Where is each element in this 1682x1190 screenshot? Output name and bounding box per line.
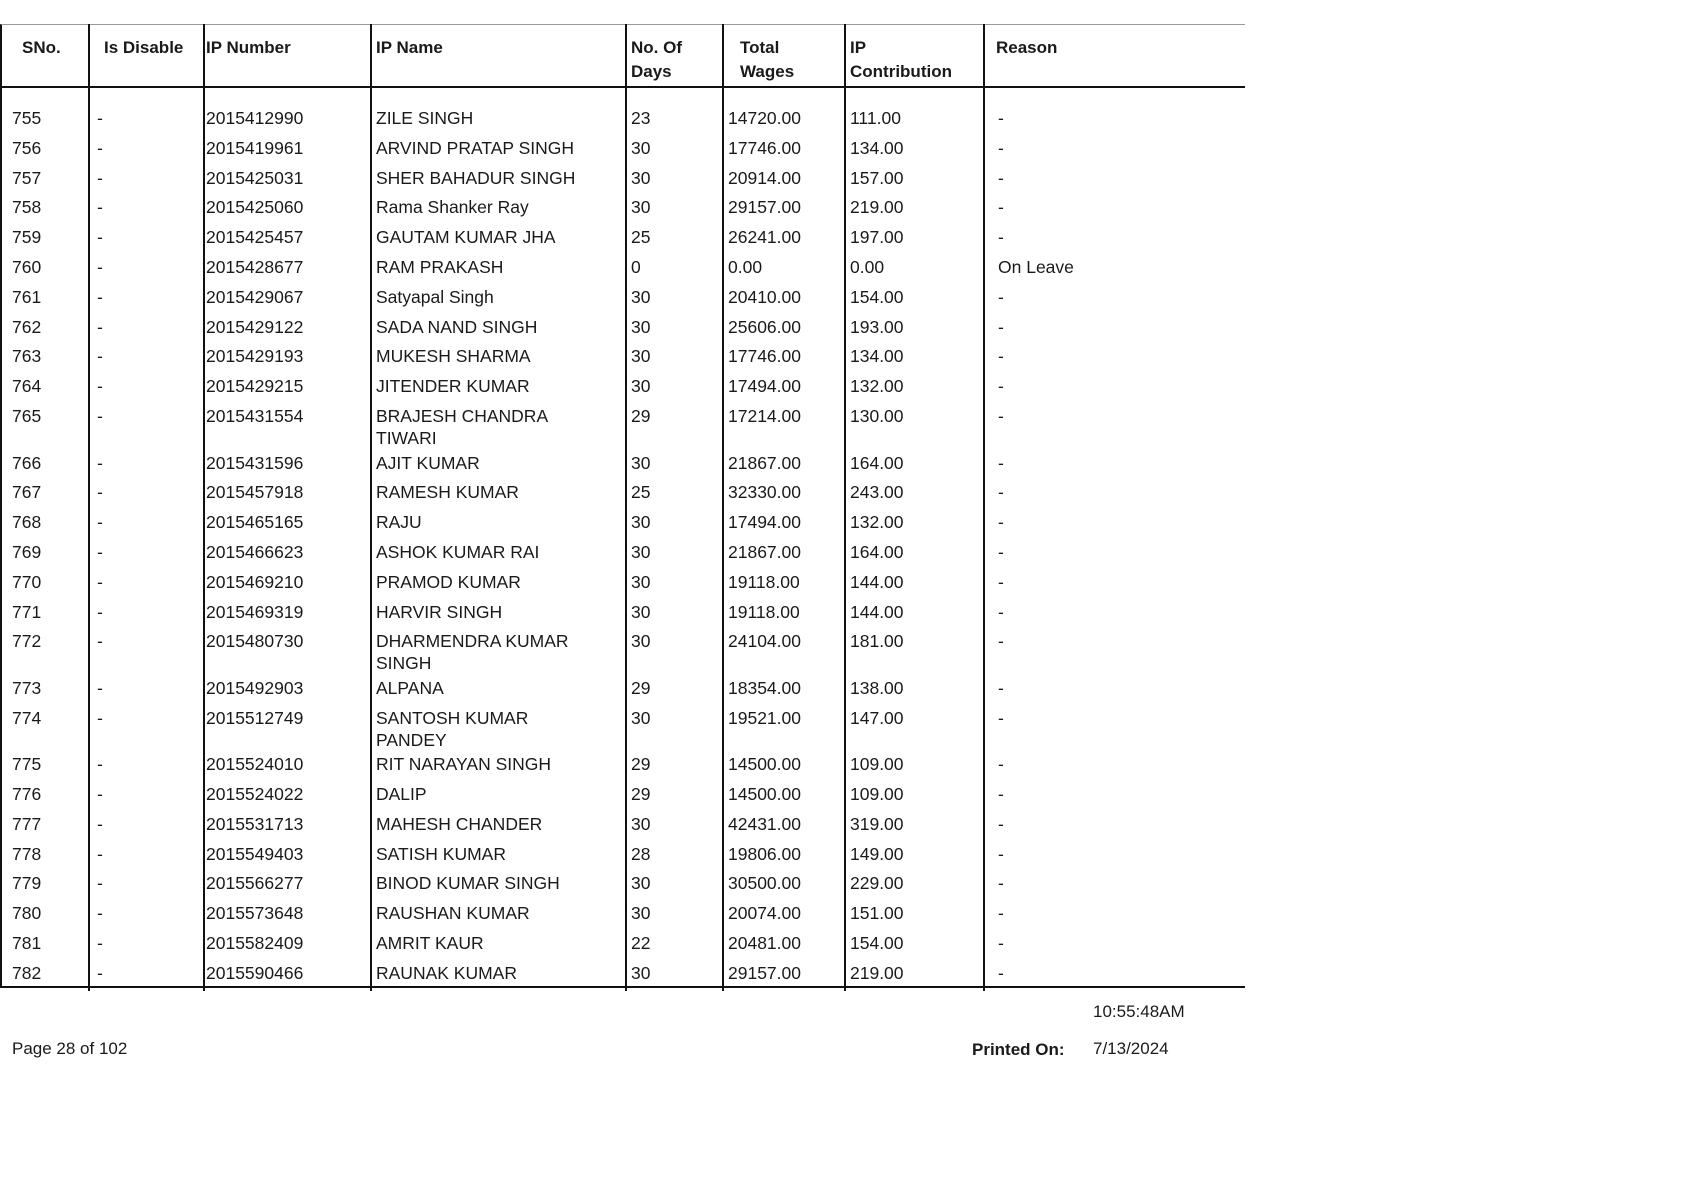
cell-sno: 769 [12, 541, 42, 562]
cell-reason: - [998, 197, 1004, 218]
cell-ip-number: 2015425060 [206, 197, 304, 218]
cell-total-wages: 0.00 [728, 257, 763, 277]
header-days-line1: No. Of [631, 38, 682, 57]
cell-days: 29 [631, 406, 651, 426]
cell-ip-name: SADA NAND SINGH [376, 316, 538, 337]
cell-days: 30 [631, 601, 651, 622]
cell-ip-contribution: 0.00 [850, 257, 885, 277]
cell-ip-number: 2015431596 [206, 452, 304, 473]
cell-ip-name: RAM PRAKASH [376, 257, 504, 277]
cell-total-wages: 19118.00 [728, 601, 800, 622]
cell-ip-name: SANTOSH KUMAR PANDEY [376, 707, 529, 750]
cell-sno: 771 [12, 601, 42, 622]
cell-is-disable: - [97, 903, 103, 924]
cell-ip-contribution: 229.00 [850, 873, 904, 894]
cell-is-disable: - [97, 571, 103, 592]
cell-ip-name: ASHOK KUMAR RAI [376, 541, 540, 562]
column-divider [88, 24, 90, 991]
cell-total-wages: 30500.00 [728, 873, 801, 894]
cell-days: 30 [631, 962, 651, 983]
cell-reason: - [998, 677, 1004, 698]
cell-total-wages: 32330.00 [728, 482, 801, 503]
cell-ip-number: 2015480730 [206, 631, 304, 652]
header-days [631, 36, 682, 84]
contribution-table [0, 24, 1245, 988]
cell-sno: 761 [12, 286, 42, 307]
cell-sno: 782 [12, 962, 42, 983]
cell-is-disable: - [97, 512, 103, 533]
cell-ip-name: ZILE SINGH [376, 108, 474, 128]
cell-ip-name: SATISH KUMAR [376, 843, 506, 864]
cell-sno: 766 [12, 452, 42, 473]
header-contrib-line2: Contribution [850, 62, 952, 81]
cell-ip-number: 2015469210 [206, 571, 304, 592]
cell-reason: - [998, 286, 1004, 307]
cell-total-wages: 19806.00 [728, 843, 801, 864]
cell-ip-number: 2015429215 [206, 376, 304, 397]
cell-reason: - [998, 406, 1004, 426]
cell-ip-number: 2015431554 [206, 406, 304, 426]
cell-is-disable: - [97, 257, 103, 277]
cell-ip-name: ARVIND PRATAP SINGH [376, 137, 575, 158]
cell-total-wages: 19118.00 [728, 571, 800, 592]
cell-ip-contribution: 134.00 [850, 137, 904, 158]
printed-on-date: 7/13/2024 [1093, 1039, 1169, 1058]
cell-ip-number: 2015590466 [206, 962, 304, 983]
column-divider [370, 24, 372, 991]
header-wages-line2: Wages [740, 62, 795, 81]
header-contrib-line1: IP [850, 38, 867, 57]
cell-days: 29 [631, 783, 651, 804]
cell-days: 30 [631, 813, 651, 834]
cell-ip-number: 2015524010 [206, 754, 304, 775]
cell-ip-name: RAUSHAN KUMAR [376, 903, 530, 924]
cell-total-wages: 17214.00 [728, 406, 801, 426]
header-rule [0, 86, 1245, 88]
header-wages-line1: Total [740, 38, 780, 57]
cell-ip-contribution: 219.00 [850, 962, 904, 983]
cell-ip-number: 2015512749 [206, 707, 304, 728]
cell-ip-name: JITENDER KUMAR [376, 376, 530, 397]
cell-days: 30 [631, 541, 651, 562]
cell-reason: - [998, 376, 1004, 397]
cell-is-disable: - [97, 813, 103, 834]
cell-total-wages: 14500.00 [728, 783, 801, 804]
cell-is-disable: - [97, 962, 103, 983]
cell-total-wages: 17746.00 [728, 137, 801, 158]
cell-days: 25 [631, 482, 651, 503]
cell-days: 29 [631, 754, 651, 775]
cell-reason: - [998, 571, 1004, 592]
cell-is-disable: - [97, 108, 103, 128]
page-number: Page 28 of 102 [12, 1039, 128, 1058]
cell-is-disable: - [97, 452, 103, 473]
cell-total-wages: 17494.00 [728, 512, 801, 533]
column-divider [625, 24, 627, 991]
cell-days: 30 [631, 376, 651, 397]
cell-total-wages: 19521.00 [728, 707, 801, 728]
cell-sno: 770 [12, 571, 42, 592]
cell-reason: - [998, 108, 1004, 128]
cell-ip-name: RIT NARAYAN SINGH [376, 754, 552, 775]
cell-reason: - [998, 167, 1004, 188]
cell-sno: 778 [12, 843, 42, 864]
column-divider [844, 24, 846, 991]
cell-is-disable: - [97, 873, 103, 894]
cell-ip-name: GAUTAM KUMAR JHA [376, 227, 556, 248]
cell-days: 23 [631, 108, 651, 128]
header-days-line2: Days [631, 62, 672, 81]
cell-total-wages: 20074.00 [728, 903, 801, 924]
cell-ip-contribution: 154.00 [850, 932, 904, 953]
cell-reason: - [998, 873, 1004, 894]
cell-ip-name: ALPANA [376, 677, 444, 698]
cell-sno: 756 [12, 137, 42, 158]
cell-ip-name: DHARMENDRA KUMAR SINGH [376, 631, 569, 674]
cell-days: 30 [631, 286, 651, 307]
cell-total-wages: 20914.00 [728, 167, 801, 188]
header-sno: SNo. [22, 38, 61, 57]
cell-ip-name: RAJU [376, 512, 422, 533]
cell-days: 30 [631, 571, 651, 592]
cell-reason: - [998, 813, 1004, 834]
cell-sno: 773 [12, 677, 42, 698]
cell-is-disable: - [97, 137, 103, 158]
cell-ip-number: 2015429122 [206, 316, 304, 337]
cell-total-wages: 20410.00 [728, 286, 801, 307]
cell-total-wages: 21867.00 [728, 452, 801, 473]
cell-reason: - [998, 843, 1004, 864]
cell-ip-name: MAHESH CHANDER [376, 813, 543, 834]
cell-ip-contribution: 132.00 [850, 376, 904, 397]
cell-ip-name: RAUNAK KUMAR [376, 962, 517, 983]
cell-ip-number: 2015469319 [206, 601, 304, 622]
cell-reason: - [998, 601, 1004, 622]
cell-total-wages: 24104.00 [728, 631, 801, 652]
column-divider [722, 24, 724, 991]
cell-ip-contribution: 144.00 [850, 571, 904, 592]
cell-days: 30 [631, 452, 651, 473]
cell-sno: 763 [12, 346, 42, 367]
cell-ip-name: BRAJESH CHANDRA TIWARI [376, 406, 548, 448]
cell-total-wages: 25606.00 [728, 316, 801, 337]
cell-is-disable: - [97, 631, 103, 652]
cell-ip-number: 2015492903 [206, 677, 304, 698]
cell-reason: - [998, 631, 1004, 652]
cell-ip-contribution: 164.00 [850, 452, 904, 473]
cell-ip-number: 2015549403 [206, 843, 304, 864]
cell-ip-name: AJIT KUMAR [376, 452, 480, 473]
cell-reason: - [998, 903, 1004, 924]
cell-ip-number: 2015419961 [206, 137, 304, 158]
header-total-wages [740, 36, 794, 84]
cell-sno: 780 [12, 903, 42, 924]
cell-sno: 781 [12, 932, 42, 953]
cell-reason: - [998, 932, 1004, 953]
cell-sno: 776 [12, 783, 42, 804]
cell-ip-contribution: 193.00 [850, 316, 904, 337]
cell-is-disable: - [97, 286, 103, 307]
cell-ip-number: 2015428677 [206, 257, 304, 277]
header-is-disable: Is Disable [104, 38, 184, 57]
cell-sno: 758 [12, 197, 42, 218]
cell-days: 30 [631, 631, 651, 652]
cell-is-disable: - [97, 541, 103, 562]
cell-ip-contribution: 154.00 [850, 286, 904, 307]
cell-ip-contribution: 144.00 [850, 601, 904, 622]
cell-total-wages: 18354.00 [728, 677, 801, 698]
cell-ip-contribution: 219.00 [850, 197, 904, 218]
cell-ip-name: RAMESH KUMAR [376, 482, 519, 503]
cell-ip-number: 2015531713 [206, 813, 304, 834]
cell-total-wages: 26241.00 [728, 227, 801, 248]
cell-ip-contribution: 319.00 [850, 813, 904, 834]
cell-days: 30 [631, 137, 651, 158]
cell-sno: 774 [12, 707, 42, 728]
cell-is-disable: - [97, 783, 103, 804]
cell-is-disable: - [97, 197, 103, 218]
printed-time: 10:55:48AM [1093, 1002, 1185, 1021]
cell-days: 30 [631, 903, 651, 924]
cell-is-disable: - [97, 376, 103, 397]
cell-total-wages: 42431.00 [728, 813, 801, 834]
header-reason: Reason [996, 38, 1058, 57]
cell-total-wages: 20481.00 [728, 932, 801, 953]
header-ip-number: IP Number [206, 38, 291, 57]
cell-ip-name: AMRIT KAUR [376, 932, 484, 953]
cell-ip-number: 2015425457 [206, 227, 304, 248]
cell-ip-contribution: 243.00 [850, 482, 904, 503]
cell-is-disable: - [97, 406, 103, 426]
cell-ip-name: MUKESH SHARMA [376, 346, 531, 367]
cell-ip-contribution: 132.00 [850, 512, 904, 533]
cell-sno: 768 [12, 512, 42, 533]
column-divider [983, 24, 985, 991]
cell-days: 30 [631, 316, 651, 337]
cell-days: 0 [631, 257, 641, 277]
cell-ip-contribution: 134.00 [850, 346, 904, 367]
cell-total-wages: 17494.00 [728, 376, 801, 397]
cell-ip-name: HARVIR SINGH [376, 601, 503, 622]
cell-ip-number: 2015573648 [206, 903, 304, 924]
cell-sno: 767 [12, 482, 42, 503]
cell-is-disable: - [97, 707, 103, 728]
cell-ip-number: 2015566277 [206, 873, 304, 894]
cell-days: 30 [631, 873, 651, 894]
cell-sno: 760 [12, 257, 42, 277]
cell-sno: 775 [12, 754, 42, 775]
cell-ip-contribution: 130.00 [850, 406, 904, 426]
cell-is-disable: - [97, 227, 103, 248]
cell-sno: 755 [12, 108, 42, 128]
cell-is-disable: - [97, 316, 103, 337]
cell-sno: 764 [12, 376, 42, 397]
cell-reason: - [998, 541, 1004, 562]
cell-ip-number: 2015457918 [206, 482, 304, 503]
cell-reason: - [998, 482, 1004, 503]
cell-days: 22 [631, 932, 651, 953]
cell-sno: 759 [12, 227, 42, 248]
cell-total-wages: 21867.00 [728, 541, 801, 562]
cell-ip-number: 2015524022 [206, 783, 304, 804]
cell-reason: - [998, 707, 1004, 728]
cell-reason: - [998, 962, 1004, 983]
cell-ip-contribution: 109.00 [850, 783, 904, 804]
cell-ip-name: BINOD KUMAR SINGH [376, 873, 560, 894]
cell-ip-number: 2015412990 [206, 108, 304, 128]
cell-total-wages: 29157.00 [728, 962, 801, 983]
cell-reason: On Leave [998, 257, 1074, 277]
cell-is-disable: - [97, 843, 103, 864]
cell-ip-contribution: 157.00 [850, 167, 904, 188]
cell-total-wages: 29157.00 [728, 197, 801, 218]
cell-ip-contribution: 149.00 [850, 843, 904, 864]
cell-days: 30 [631, 197, 651, 218]
cell-reason: - [998, 512, 1004, 533]
cell-days: 30 [631, 707, 651, 728]
cell-ip-contribution: 138.00 [850, 677, 904, 698]
printed-on-label: Printed On: [972, 1040, 1065, 1059]
cell-days: 25 [631, 227, 651, 248]
cell-is-disable: - [97, 601, 103, 622]
cell-ip-contribution: 111.00 [850, 108, 901, 128]
cell-sno: 757 [12, 167, 42, 188]
cell-is-disable: - [97, 677, 103, 698]
cell-ip-number: 2015465165 [206, 512, 304, 533]
cell-days: 29 [631, 677, 651, 698]
cell-reason: - [998, 227, 1004, 248]
cell-reason: - [998, 783, 1004, 804]
cell-days: 28 [631, 843, 651, 864]
cell-ip-contribution: 164.00 [850, 541, 904, 562]
cell-ip-contribution: 109.00 [850, 754, 904, 775]
cell-sno: 777 [12, 813, 42, 834]
cell-days: 30 [631, 167, 651, 188]
cell-total-wages: 17746.00 [728, 346, 801, 367]
cell-is-disable: - [97, 482, 103, 503]
cell-reason: - [998, 754, 1004, 775]
cell-is-disable: - [97, 754, 103, 775]
cell-reason: - [998, 346, 1004, 367]
cell-days: 30 [631, 346, 651, 367]
cell-ip-name: PRAMOD KUMAR [376, 571, 521, 592]
cell-reason: - [998, 316, 1004, 337]
cell-total-wages: 14720.00 [728, 108, 801, 128]
cell-ip-number: 2015582409 [206, 932, 304, 953]
cell-ip-name: SHER BAHADUR SINGH [376, 167, 576, 188]
cell-ip-number: 2015466623 [206, 541, 304, 562]
cell-is-disable: - [97, 346, 103, 367]
cell-ip-number: 2015429067 [206, 286, 304, 307]
cell-ip-name: Rama Shanker Ray [376, 197, 529, 218]
cell-sno: 765 [12, 406, 42, 426]
cell-sno: 772 [12, 631, 42, 652]
cell-sno: 762 [12, 316, 42, 337]
cell-is-disable: - [97, 932, 103, 953]
cell-days: 30 [631, 512, 651, 533]
header-ip-contribution [850, 36, 952, 84]
cell-ip-contribution: 147.00 [850, 707, 904, 728]
cell-ip-contribution: 197.00 [850, 227, 904, 248]
cell-is-disable: - [97, 167, 103, 188]
cell-reason: - [998, 452, 1004, 473]
cell-ip-contribution: 181.00 [850, 631, 904, 652]
cell-reason: - [998, 137, 1004, 158]
cell-ip-number: 2015429193 [206, 346, 304, 367]
cell-ip-name: Satyapal Singh [376, 286, 494, 307]
header-ip-name: IP Name [376, 38, 443, 57]
cell-total-wages: 14500.00 [728, 754, 801, 775]
cell-ip-name: DALIP [376, 783, 427, 804]
column-divider [203, 24, 205, 991]
cell-ip-contribution: 151.00 [850, 903, 904, 924]
cell-ip-number: 2015425031 [206, 167, 304, 188]
cell-sno: 779 [12, 873, 42, 894]
